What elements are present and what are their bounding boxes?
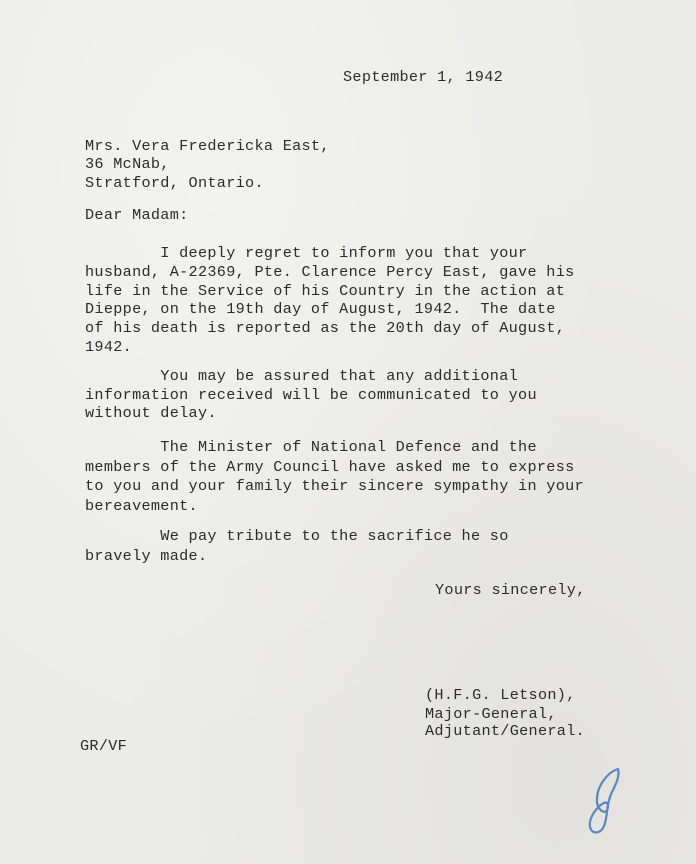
closing: Yours sincerely, — [435, 581, 586, 599]
paragraph-additional-info: You may be assured that any additional information received will be communicated to you without delay. — [85, 367, 537, 422]
reference-initials: GR/VF — [80, 737, 128, 755]
salutation: Dear Madam: — [85, 206, 189, 224]
paragraph-sympathy: The Minister of National Defence and the members of the Army Council have asked me to express to you and your family their sincere sympathy in your bereavement. — [85, 438, 584, 515]
paragraph-notification: I deeply regret to inform you that your husband, A-22369, Pte. Clarence Percy East, gave his life in the Service of his Country in the action at Dieppe, on the 19th day of August, 1942. The date of his death is reported as the 20th day of August, 1942. — [85, 244, 575, 356]
recipient-name: Mrs. Vera Fredericka East, — [85, 137, 330, 155]
paragraph-tribute: We pay tribute to the sacrifice he so bravely made. — [85, 527, 509, 565]
recipient-city: Stratford, Ontario. — [85, 174, 264, 192]
letter-date: September 1, 1942 — [343, 68, 504, 86]
signatory-title: Adjutant/General. — [425, 722, 586, 740]
signatory-rank: Major-General, — [425, 705, 557, 723]
signatory-name: (H.F.G. Letson), — [425, 686, 576, 704]
handwritten-eight-mark — [578, 764, 628, 838]
recipient-street: 36 McNab, — [85, 155, 170, 173]
